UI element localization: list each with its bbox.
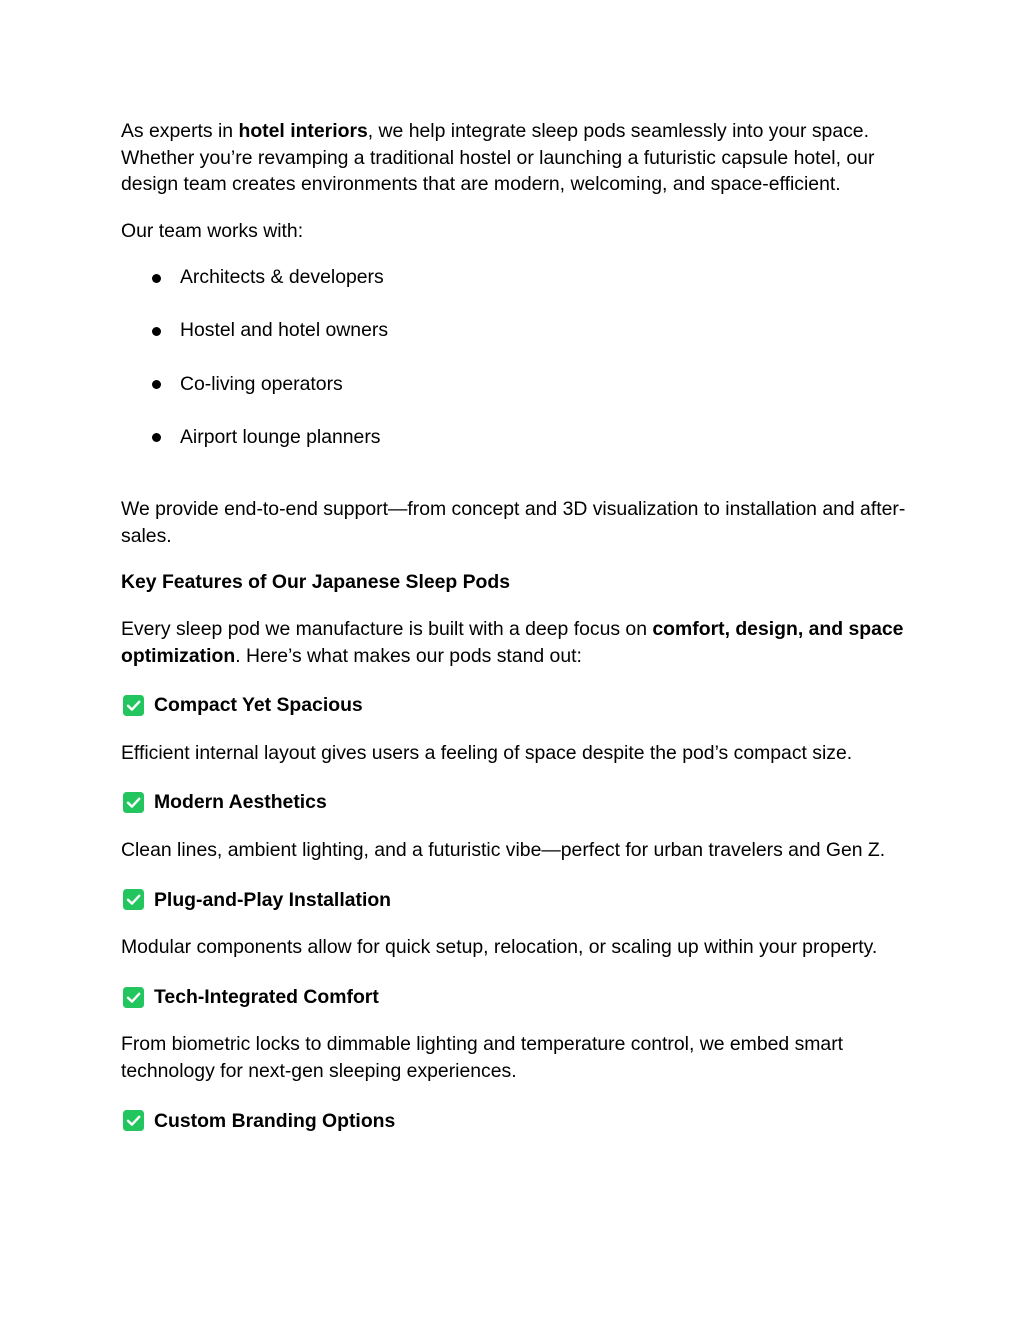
list-item [121,317,911,344]
bullet-icon [152,327,161,336]
team-list [121,264,911,450]
bullet-icon [152,433,161,442]
feature-title-label: Compact Yet Spacious [154,694,363,717]
feature-title-label: Modern Aesthetics [154,791,327,814]
feature-title-label: Plug-and-Play Installation [154,888,392,911]
intro-paragraph [121,118,911,198]
list-item-label: Airport lounge planners [180,425,381,448]
intro-bold: hotel interiors [238,120,368,142]
list-item-label: Hostel and hotel owners [180,319,389,342]
team-intro: Our team works with: [121,219,304,242]
feature-description: Modular components allow for quick setup, relocation, or scaling up within your property. [121,936,878,959]
list-item-label: Co-living operators [180,372,343,395]
feature-description: Clean lines, ambient lighting, and a futuristic vibe—perfect for urban travelers and Gen Z. [121,839,886,861]
check-mark-button-icon [123,1110,144,1131]
list-item [121,264,911,291]
feature-title [121,887,911,914]
feature-title [121,1108,911,1135]
bullet-icon [152,380,161,389]
features-intro [121,616,911,669]
check-mark-button-icon [123,889,144,910]
feature-title [121,692,911,719]
check-mark-button-icon [123,792,144,813]
feature-title [121,789,911,816]
check-mark-button-icon [123,695,144,716]
list-item-label: Architects & developers [180,266,384,289]
features-intro-suffix: . Here’s what makes our pods stand out: [235,644,582,667]
feature-description: Efficient internal layout gives users a feeling of space despite the pod’s compact size. [121,741,853,764]
feature-title-label: Custom Branding Options [154,1109,396,1132]
list-item [121,424,911,451]
support-paragraph: We provide end-to-end support—from concept and 3D visualization to installation and after-sales. [121,498,906,547]
features-heading: Key Features of Our Japanese Sleep Pods [121,571,511,594]
feature-title-label: Tech-Integrated Comfort [154,985,379,1008]
intro-suffix: , we help integrate sleep pods seamlessly into your space. Whether you’re revamping a traditional hostel or launching a futuristic capsule hotel, our design team creates environments that are modern, welcoming, and space-efficient. [121,120,875,196]
feature-title [121,984,911,1011]
intro-prefix: As experts in [121,120,239,142]
bullet-icon [152,274,161,283]
feature-description: From biometric locks to dimmable lighting and temperature control, we embed smart technology for next-gen sleeping experiences. [121,1033,844,1082]
check-mark-button-icon [123,987,144,1008]
document-page [121,118,911,1155]
list-item [121,371,911,398]
features-intro-bold: comfort, design, and space optimization [121,618,904,667]
features-intro-prefix: Every sleep pod we manufacture is built with a deep focus on [121,618,653,641]
